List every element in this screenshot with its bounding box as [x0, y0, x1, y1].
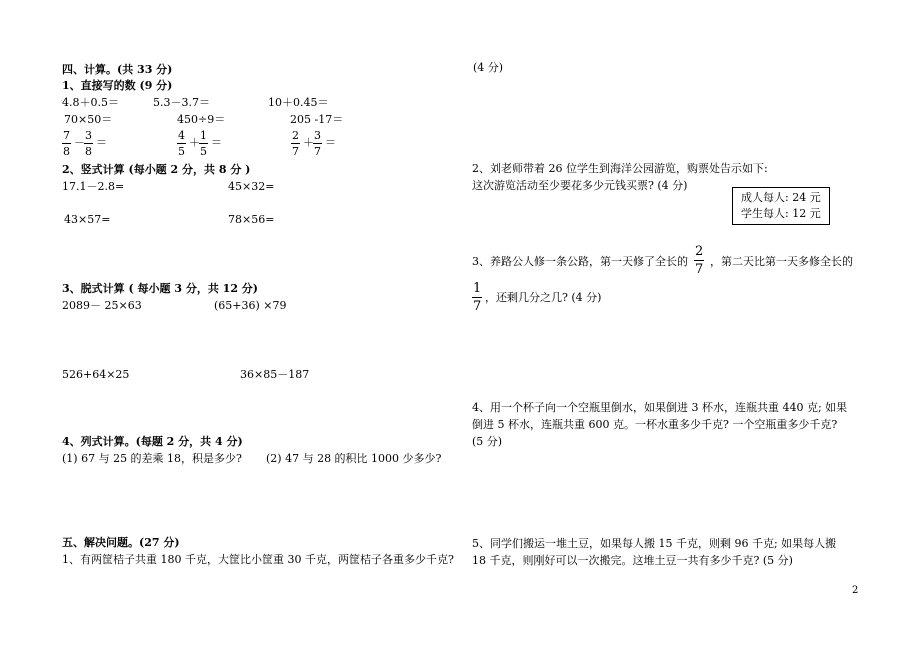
q4-item-2: (2) 47 与 28 的积比 1000 少多少?: [266, 452, 442, 465]
numerator: 2: [292, 129, 299, 142]
denominator: 7: [292, 145, 299, 158]
fraction: [313, 129, 322, 158]
denominator: 8: [85, 145, 92, 158]
q2-item-1: 17.1－2.8=: [62, 180, 125, 193]
denominator: 7: [473, 299, 482, 314]
numerator: 3: [314, 129, 321, 142]
q4-item-1: (1) 67 与 25 的差乘 18，积是多少?: [62, 452, 242, 465]
problem-2-line-1: 2、刘老师带着 26 位学生到海洋公园游览，购票处告示如下:: [472, 162, 768, 175]
q3-title: 3、脱式计算 ( 每小题 3 分，共 12 分): [62, 282, 259, 295]
fraction: [199, 129, 208, 158]
operator: －: [74, 136, 85, 149]
section-5-title: 五、解决问题。(27 分): [62, 536, 180, 549]
q2-item-4: 78×56=: [228, 213, 275, 226]
equals-sign: ＝: [325, 136, 336, 149]
notice-adult-price: 成人每人: 24 元: [741, 191, 821, 204]
q1-item-3: 10＋0.45＝: [268, 96, 329, 109]
operator: ＋: [303, 136, 314, 149]
denominator: 8: [63, 145, 70, 158]
numerator: 2: [695, 244, 704, 259]
denominator: 7: [695, 262, 704, 277]
problem-1-text: 1、有两筐桔子共重 180 千克，大筐比小筐重 30 千克，两筐桔子各重多少千克?: [62, 553, 454, 566]
problem-3-line-2: ，还剩几分之几? (4 分): [485, 291, 602, 304]
problem-4-line-1: 4、用一个杯子向一个空瓶里倒水，如果倒进 3 杯水，连瓶共重 440 克; 如果: [472, 401, 848, 414]
q3-item-2: (65+36) ×79: [214, 299, 287, 312]
denominator: 5: [178, 145, 185, 158]
q3-item-4: 36×85－187: [240, 368, 310, 381]
q1-item-2: 5.3－3.7＝: [153, 96, 210, 109]
q1-item-4: 70×50＝: [64, 113, 113, 126]
q2-title: 2、竖式计算 (每小题 2 分，共 8 分 ): [62, 163, 251, 176]
q1-item-6: 205 -17＝: [290, 113, 344, 126]
problem-4-line-3: (5 分): [472, 435, 503, 448]
numerator: 1: [473, 281, 482, 296]
fraction: [62, 129, 71, 158]
q2-item-2: 45×32=: [228, 180, 275, 193]
notice-student-price: 学生每人: 12 元: [741, 207, 821, 220]
problem-5-line-1: 5、同学们搬运一堆土豆，如果每人搬 15 千克，则剩 96 千克; 如果每人搬: [472, 537, 837, 550]
problem-3-line-1b: ，第二天比第一天多修全长的: [710, 255, 853, 268]
q3-item-3: 526+64×25: [62, 368, 130, 381]
q1-item-5: 450÷9＝: [177, 113, 226, 126]
fraction: [177, 129, 186, 158]
problem-3-fraction-1: [694, 244, 704, 277]
q1-item-1: 4.8＋0.5＝: [62, 96, 119, 109]
problem-3-fraction-2: [472, 281, 482, 314]
problem-5-line-2: 18 千克，则刚好可以一次搬完。这堆土豆一共有多少千克? (5 分): [472, 554, 793, 567]
ticket-price-notice: [732, 187, 830, 225]
numerator: 1: [200, 129, 207, 142]
q4-title: 4、列式计算。(每题 2 分，共 4 分): [62, 435, 243, 448]
denominator: 5: [200, 145, 207, 158]
q3-item-1: 2089－ 25×63: [62, 299, 142, 312]
problem-1-score: (4 分): [473, 61, 504, 74]
operator: ＋: [189, 136, 200, 149]
numerator: 3: [85, 129, 92, 142]
page-number: 2: [852, 585, 859, 596]
q2-item-3: 43×57=: [64, 213, 111, 226]
numerator: 7: [63, 129, 70, 142]
problem-3-line-1a: 3、养路公人修一条公路，第一天修了全长的: [472, 255, 688, 268]
equals-sign: ＝: [96, 136, 107, 149]
problem-4-line-2: 倒进 5 杯水，连瓶共重 600 克。一杯水重多少千克? 一个空瓶重多少千克?: [472, 418, 838, 431]
fraction: [84, 129, 93, 158]
fraction: [291, 129, 300, 158]
denominator: 7: [314, 145, 321, 158]
numerator: 4: [178, 129, 185, 142]
problem-2-line-2: 这次游览活动至少要花多少元钱买票? (4 分): [472, 179, 688, 192]
q1-title: 1、直接写的数 (9 分): [62, 79, 173, 92]
equals-sign: ＝: [211, 136, 222, 149]
section-4-title: 四、计算。(共 33 分): [62, 63, 173, 76]
